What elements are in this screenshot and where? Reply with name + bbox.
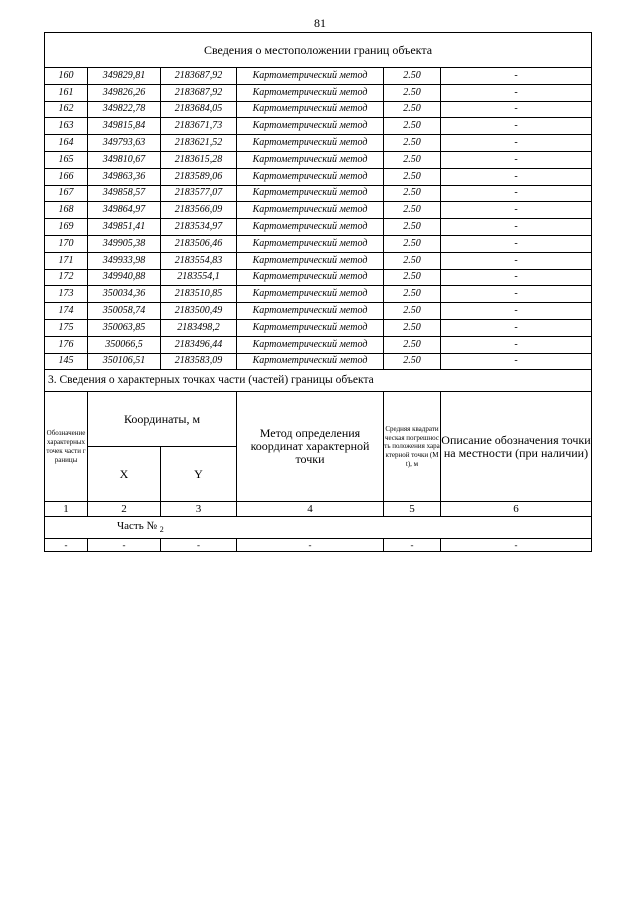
cell-description: - (441, 185, 592, 202)
table-row (45, 185, 592, 202)
cell-precision: 2.50 (384, 252, 441, 269)
empty-cell: - (441, 539, 592, 552)
cell-point-id: 175 (45, 319, 88, 336)
cell-coord-x: 349940,88 (88, 269, 161, 286)
cell-method: Картометрический метод (237, 151, 384, 168)
cell-method: Картометрический метод (237, 235, 384, 252)
cell-method: Картометрический метод (237, 269, 384, 286)
cell-precision: 2.50 (384, 101, 441, 118)
cell-point-id: 163 (45, 118, 88, 135)
cell-coord-x: 349793,63 (88, 135, 161, 152)
empty-cell: - (45, 539, 88, 552)
cell-description: - (441, 303, 592, 320)
cell-point-id: 160 (45, 68, 88, 85)
cell-precision: 2.50 (384, 303, 441, 320)
table-row (45, 252, 592, 269)
cell-precision: 2.50 (384, 185, 441, 202)
part-label (45, 517, 592, 539)
cell-coord-x: 349826,26 (88, 84, 161, 101)
cell-point-id: 165 (45, 151, 88, 168)
cell-coord-x: 349810,67 (88, 151, 161, 168)
cell-method: Картометрический метод (237, 336, 384, 353)
cell-coord-x: 349863,36 (88, 168, 161, 185)
cell-method: Картометрический метод (237, 353, 384, 370)
cell-point-id: 169 (45, 219, 88, 236)
cell-description: - (441, 252, 592, 269)
table-row (45, 286, 592, 303)
header-mean-error: Средняя квадратическая погрешность положения характерной точки (Mt), м (384, 392, 441, 502)
section-title: Сведения о местоположении границ объекта (45, 33, 592, 68)
boundary-table (44, 32, 592, 552)
table-row (45, 235, 592, 252)
cell-precision: 2.50 (384, 68, 441, 85)
cell-coord-y: 2183498,2 (161, 319, 237, 336)
cell-description: - (441, 135, 592, 152)
cell-point-id: 166 (45, 168, 88, 185)
cell-point-id: 164 (45, 135, 88, 152)
cell-method: Картометрический метод (237, 135, 384, 152)
cell-description: - (441, 319, 592, 336)
cell-precision: 2.50 (384, 202, 441, 219)
cell-coord-y: 2183615,28 (161, 151, 237, 168)
cell-method: Картометрический метод (237, 118, 384, 135)
page-number: 81 (314, 16, 326, 30)
section-3-heading: 3. Сведения о характерных точках части (частей) границы объекта (45, 370, 592, 392)
cell-coord-x: 350034,36 (88, 286, 161, 303)
cell-coord-y: 2183554,1 (161, 269, 237, 286)
cell-description: - (441, 202, 592, 219)
cell-method: Картометрический метод (237, 319, 384, 336)
cell-method: Картометрический метод (237, 303, 384, 320)
column-number: 4 (237, 502, 384, 517)
cell-coord-y: 2183496,44 (161, 336, 237, 353)
header-point-designation: Обозначение характерных точек части границы (45, 392, 88, 502)
cell-coord-y: 2183506,46 (161, 235, 237, 252)
cell-precision: 2.50 (384, 219, 441, 236)
cell-precision: 2.50 (384, 336, 441, 353)
cell-coord-x: 349829,81 (88, 68, 161, 85)
cell-coord-x: 349815,84 (88, 118, 161, 135)
cell-coord-x: 349858,57 (88, 185, 161, 202)
header-method: Метод определения координат характерной точки (237, 392, 384, 502)
cell-point-id: 145 (45, 353, 88, 370)
cell-precision: 2.50 (384, 353, 441, 370)
cell-coord-y: 2183621,52 (161, 135, 237, 152)
table-row (45, 68, 592, 85)
cell-method: Картометрический метод (237, 185, 384, 202)
cell-precision: 2.50 (384, 151, 441, 168)
header-y: Y (161, 447, 237, 502)
cell-coord-y: 2183671,73 (161, 118, 237, 135)
cell-method: Картометрический метод (237, 84, 384, 101)
cell-coord-x: 350106,51 (88, 353, 161, 370)
cell-description: - (441, 68, 592, 85)
cell-coord-x: 350066,5 (88, 336, 161, 353)
cell-coord-x: 350063,85 (88, 319, 161, 336)
header-description: Описание обозначения точки на местности (при наличии) (441, 392, 592, 502)
cell-point-id: 173 (45, 286, 88, 303)
cell-description: - (441, 235, 592, 252)
table-row (45, 101, 592, 118)
cell-point-id: 172 (45, 269, 88, 286)
cell-coord-x: 349864,97 (88, 202, 161, 219)
table-row (45, 303, 592, 320)
cell-coord-y: 2183687,92 (161, 68, 237, 85)
cell-point-id: 167 (45, 185, 88, 202)
cell-coord-y: 2183687,92 (161, 84, 237, 101)
empty-cell: - (384, 539, 441, 552)
cell-point-id: 174 (45, 303, 88, 320)
table-row (45, 336, 592, 353)
cell-coord-y: 2183589,06 (161, 168, 237, 185)
empty-cell: - (237, 539, 384, 552)
empty-cell: - (161, 539, 237, 552)
cell-precision: 2.50 (384, 319, 441, 336)
cell-coord-y: 2183534,97 (161, 219, 237, 236)
cell-coord-x: 349822,78 (88, 101, 161, 118)
cell-method: Картометрический метод (237, 202, 384, 219)
cell-point-id: 176 (45, 336, 88, 353)
cell-coord-x: 349933,98 (88, 252, 161, 269)
table-row (45, 151, 592, 168)
column-number: 2 (88, 502, 161, 517)
cell-method: Картометрический метод (237, 286, 384, 303)
cell-description: - (441, 84, 592, 101)
header-coordinates: Координаты, м (88, 392, 237, 447)
cell-description: - (441, 118, 592, 135)
cell-method: Картометрический метод (237, 252, 384, 269)
cell-coord-y: 2183554,83 (161, 252, 237, 269)
table-row (45, 84, 592, 101)
table-row (45, 219, 592, 236)
column-number: 1 (45, 502, 88, 517)
cell-description: - (441, 336, 592, 353)
table-row (45, 353, 592, 370)
cell-coord-y: 2183566,09 (161, 202, 237, 219)
part-label-text: Часть № (117, 520, 160, 533)
cell-description: - (441, 101, 592, 118)
cell-precision: 2.50 (384, 135, 441, 152)
cell-coord-x: 349851,41 (88, 219, 161, 236)
cell-point-id: 170 (45, 235, 88, 252)
cell-precision: 2.50 (384, 118, 441, 135)
cell-description: - (441, 286, 592, 303)
table-row (45, 118, 592, 135)
cell-method: Картометрический метод (237, 219, 384, 236)
cell-precision: 2.50 (384, 269, 441, 286)
table-row (45, 202, 592, 219)
cell-point-id: 162 (45, 101, 88, 118)
cell-description: - (441, 151, 592, 168)
cell-point-id: 161 (45, 84, 88, 101)
column-number: 5 (384, 502, 441, 517)
part-number: 2 (159, 525, 164, 535)
table-row (45, 135, 592, 152)
cell-coord-y: 2183583,09 (161, 353, 237, 370)
cell-precision: 2.50 (384, 286, 441, 303)
cell-coord-x: 350058,74 (88, 303, 161, 320)
cell-point-id: 168 (45, 202, 88, 219)
cell-coord-y: 2183500,49 (161, 303, 237, 320)
empty-cell: - (88, 539, 161, 552)
header-x: X (88, 447, 161, 502)
cell-method: Картометрический метод (237, 68, 384, 85)
cell-coord-y: 2183684,05 (161, 101, 237, 118)
cell-description: - (441, 219, 592, 236)
cell-method: Картометрический метод (237, 168, 384, 185)
cell-description: - (441, 269, 592, 286)
table-row (45, 269, 592, 286)
table-row (45, 319, 592, 336)
cell-precision: 2.50 (384, 168, 441, 185)
cell-method: Картометрический метод (237, 101, 384, 118)
cell-coord-y: 2183577,07 (161, 185, 237, 202)
column-number: 3 (161, 502, 237, 517)
table-row (45, 168, 592, 185)
cell-coord-x: 349905,38 (88, 235, 161, 252)
cell-coord-y: 2183510,85 (161, 286, 237, 303)
cell-precision: 2.50 (384, 84, 441, 101)
cell-description: - (441, 168, 592, 185)
cell-description: - (441, 353, 592, 370)
cell-point-id: 171 (45, 252, 88, 269)
cell-precision: 2.50 (384, 235, 441, 252)
column-number: 6 (441, 502, 592, 517)
